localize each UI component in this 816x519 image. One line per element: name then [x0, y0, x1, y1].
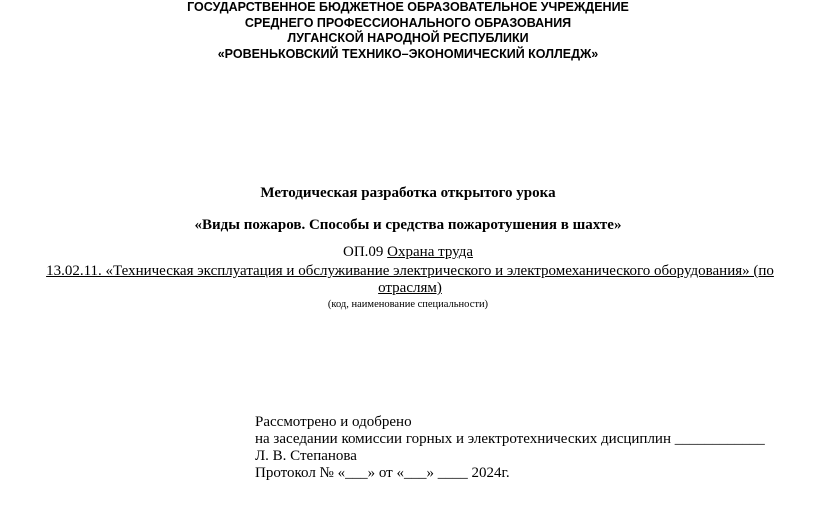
header-line-4: «РОВЕНЬКОВСКИЙ ТЕХНИКО–ЭКОНОМИЧЕСКИЙ КОЛЛЕДЖ» [217, 46, 599, 61]
subject-code: ОП.09 [343, 244, 384, 260]
specialty-line: 13.02.11. «Техническая эксплуатация и обслуживание электрического и электромеханического оборудования» (по отраслям) [46, 263, 774, 296]
specialty-caption: (код, наименование специальности) [327, 299, 489, 310]
institution-header [0, 0, 816, 62]
header-line-1: ГОСУДАРСТВЕННОЕ БЮДЖЕТНОЕ ОБРАЗОВАТЕЛЬНОЕ УЧРЕЖДЕНИЕ [187, 0, 629, 14]
review-line-4: Протокол № «___» от «___» ____ 2024г. [255, 465, 510, 481]
header-line-2: СРЕДНЕГО ПРОФЕССИОНАЛЬНОГО ОБРАЗОВАНИЯ [244, 15, 572, 30]
review-line-3: Л. В. Степанова [255, 448, 357, 464]
lesson-topic: «Виды пожаров. Способы и средства пожаротушения в шахте» [194, 217, 622, 233]
header-line-3: ЛУГАНСКОЙ НАРОДНОЙ РЕСПУБЛИКИ [287, 31, 529, 45]
review-line-2: на заседании комиссии горных и электротехнических дисциплин ____________ [255, 431, 765, 447]
subject-line [0, 244, 816, 261]
document-title: Методическая разработка открытого урока [260, 185, 556, 201]
review-block [255, 414, 765, 482]
subject-name: Охрана труда [387, 244, 473, 260]
review-line-1: Рассмотрено и одобрено [255, 414, 412, 430]
